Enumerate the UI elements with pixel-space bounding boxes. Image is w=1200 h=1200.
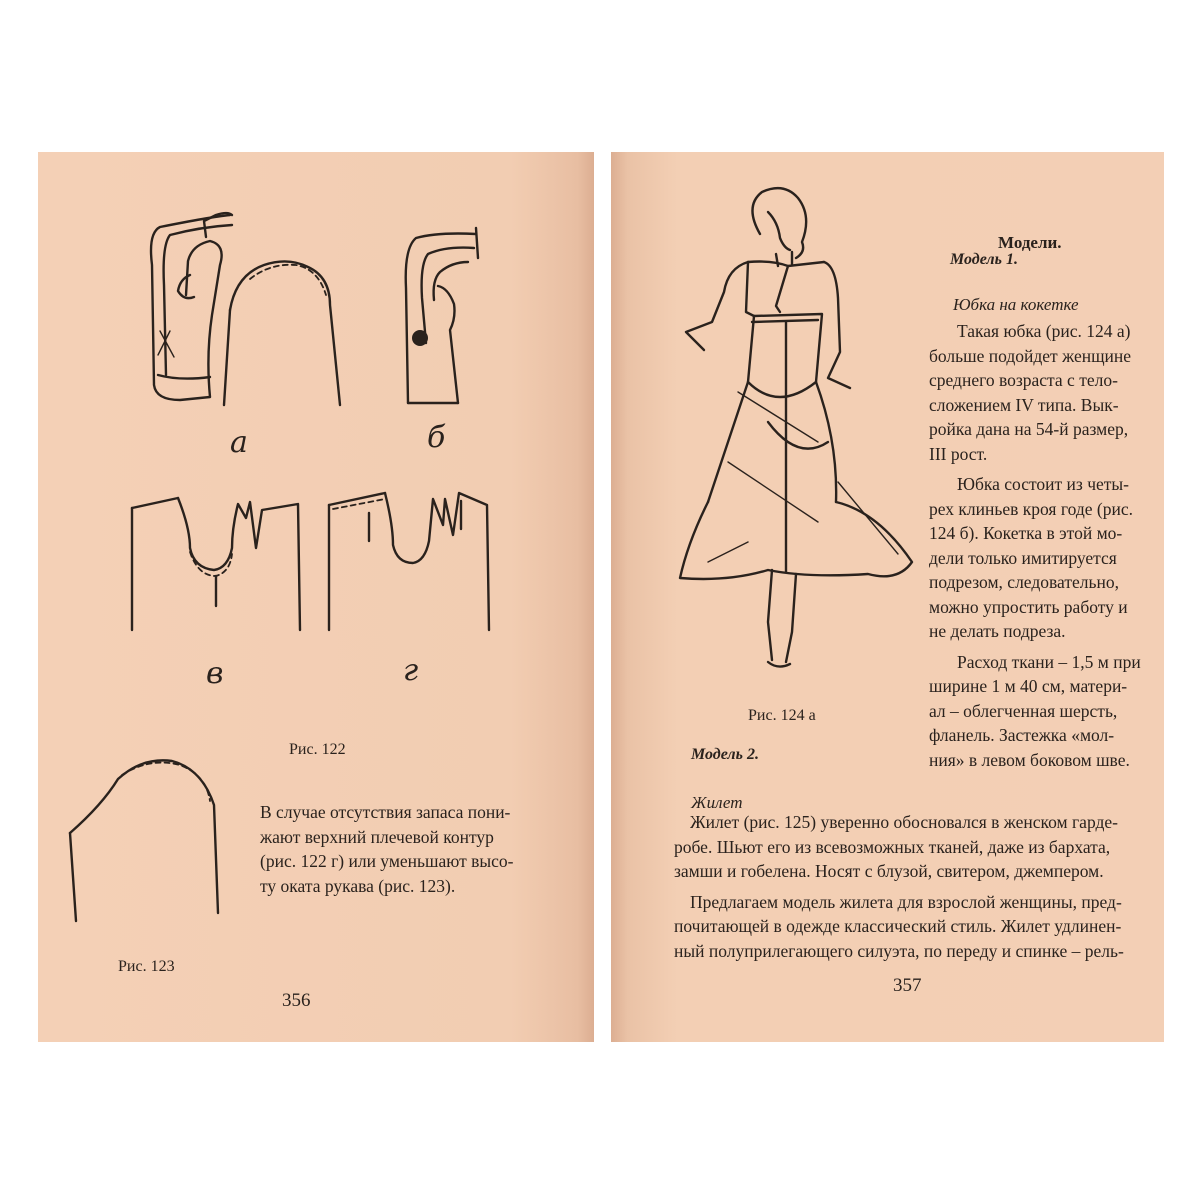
text-line: робе. Шьют его из всевозможных тканей, даже из бархата,	[674, 836, 1111, 857]
text-line: замши и гобелена. Носят с блузой, свитером, джемпером.	[674, 861, 1104, 881]
text-line: ния» в левом боковом шве.	[929, 749, 1130, 770]
text-line: В случае отсутствия запаса пони-	[260, 802, 511, 822]
text-line: рех клиньев кроя годе (рис.	[929, 498, 1133, 519]
text-line: дели только имитируется	[929, 547, 1117, 568]
fig122-label-a: а	[230, 425, 248, 460]
text-line: подрезом, следовательно,	[929, 572, 1119, 592]
right-page-number: 357	[893, 975, 922, 996]
text-line: ройка дана на 54-й размер,	[929, 419, 1129, 439]
fig122-label-b: б	[427, 420, 446, 455]
text-line: не делать подреза.	[929, 621, 1066, 641]
left-page-number: 356	[282, 990, 311, 1011]
figure-124a-drawing	[668, 182, 918, 682]
model2-title: Модель 2.	[691, 746, 759, 763]
text-line: III рост.	[929, 443, 988, 464]
left-paragraph	[260, 800, 556, 898]
model1-subtitle: Юбка на кокетке	[953, 295, 1079, 314]
text-line: Юбка состоит из четы-	[957, 474, 1130, 494]
text-line: среднего возраста с тело-	[929, 370, 1118, 390]
text-line: ал – облегченная шерсть,	[929, 700, 1118, 721]
fig124a-caption: Рис. 124 а	[748, 707, 816, 724]
model1-title: Модель 1.	[950, 251, 1018, 268]
text-line: Такая юбка (рис. 124 а)	[957, 321, 1131, 341]
model1-text	[929, 319, 1143, 772]
model2-text	[674, 810, 1149, 963]
text-line: ширине 1 м 40 см, матери-	[929, 676, 1128, 696]
text-line: больше подойдет женщине	[929, 345, 1132, 366]
text-line: жают верхний плечевой контур	[260, 826, 494, 847]
figure-122a-drawing	[140, 205, 360, 415]
figure-122g-drawing	[325, 485, 500, 635]
text-line: Расход ткани – 1,5 м при	[957, 651, 1141, 672]
figure-123-drawing	[62, 755, 242, 925]
text-line: почитающей в одежде классический стиль. Жилет удлинен-	[674, 916, 1122, 936]
text-line: сложением IV типа. Вык-	[929, 394, 1119, 415]
text-line: ный полуприлегающего силуэта, по переду и спинке – рель-	[674, 940, 1124, 961]
figure-122v-drawing	[128, 488, 308, 638]
text-line: фланель. Застежка «мол-	[929, 725, 1115, 745]
text-line: Предлагаем модель жилета для взрослой женщины, пред-	[690, 891, 1122, 912]
fig122-caption: Рис. 122	[289, 741, 346, 758]
fig123-caption: Рис. 123	[118, 958, 175, 975]
figure-122b-drawing	[398, 218, 508, 408]
text-line: 124 б). Кокетка в этой мо-	[929, 523, 1123, 543]
text-line: (рис. 122 г) или уменьшают высо-	[260, 851, 514, 871]
text-line: можно упростить работу и	[929, 596, 1128, 617]
book-gutter	[594, 152, 611, 1042]
fig122-label-v: в	[206, 656, 224, 691]
text-line: Жилет (рис. 125) уверенно обосновался в женском гарде-	[690, 812, 1118, 832]
text-line: ту оката рукава (рис. 123).	[260, 875, 456, 896]
model2-subtitle: Жилет	[691, 793, 743, 812]
fig122-label-g: г	[403, 653, 419, 688]
section-heading: Модели.	[998, 233, 1062, 252]
